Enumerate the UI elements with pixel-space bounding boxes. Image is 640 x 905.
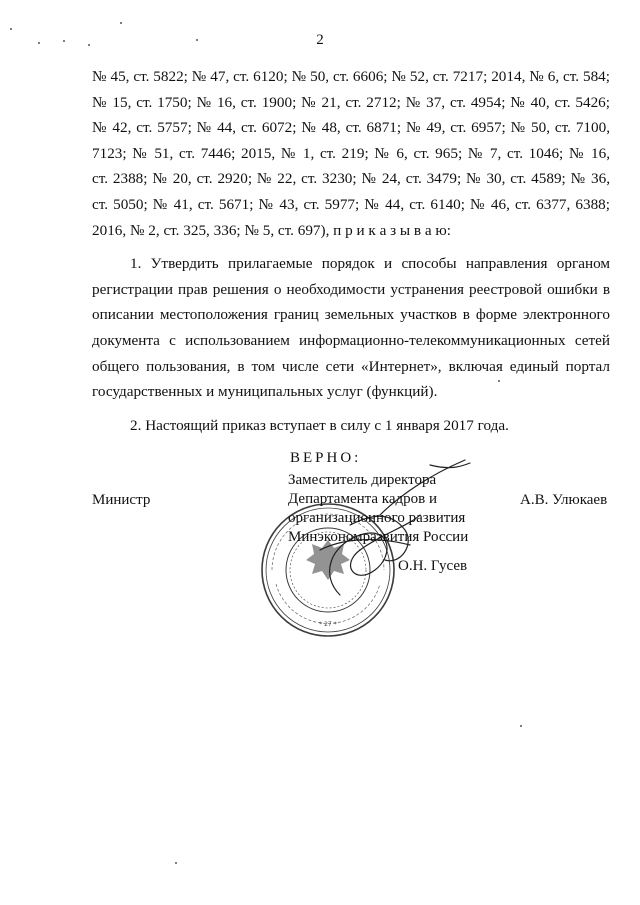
text-line: № 42, ст. 5757; № 44, ст. 6072; № 48, ст. 6871; № 49, ст. 6957; № 50, ст. 7100,	[92, 119, 610, 137]
verno-label: ВЕРНО:	[290, 450, 362, 466]
certifier-name: О.Н. Гусев	[398, 558, 468, 574]
text-line: ст. 2388; № 20, ст. 2920; № 22, ст. 3230; № 24, ст. 3479; № 30, ст. 4589; № 36,	[92, 170, 610, 188]
text-line: регистрации прав решения о необходимости устранения реестровой ошибки в	[92, 280, 610, 298]
certifier-line: организационного развития	[288, 510, 466, 526]
minister-name: А.В. Улюкаев	[520, 492, 608, 508]
certifier-line: Департамента кадров и	[288, 491, 437, 507]
certifier-line: Минэкономразвития России	[288, 529, 469, 545]
minister-title: Министр	[92, 492, 151, 508]
text-line: 1. Утвердить прилагаемые порядок и способы направления органом	[130, 255, 610, 273]
text-line: № 15, ст. 1750; № 16, ст. 1900; № 21, ст. 2712; № 37, ст. 4954; № 40, ст. 5426;	[92, 93, 610, 111]
text-line: государственных и муниципальных услуг (функций).	[92, 383, 438, 401]
document-body	[92, 64, 610, 438]
text-line: ст. 5050; № 41, ст. 5671; № 43, ст. 5977; № 44, ст. 6140; № 46, ст. 6377, 6388;	[92, 195, 610, 213]
text-line: 7123; № 51, ст. 7446; 2015, № 1, ст. 219; № 6, ст. 965; № 7, ст. 1046; № 16,	[92, 144, 610, 162]
text-line: документа с использованием информационно-телекоммуникационных сетей	[92, 331, 610, 349]
certifier-line: Заместитель директора	[288, 472, 437, 488]
item-1-paragraph	[92, 251, 610, 405]
page-number: 2	[316, 32, 324, 48]
text-line: № 45, ст. 5822; № 47, ст. 6120; № 50, ст. 6606; № 52, ст. 7217; 2014, № 6, ст. 584;	[92, 68, 610, 85]
item-2-paragraph	[92, 413, 610, 439]
text-line: 2. Настоящий приказ вступает в силу с 1 января 2017 года.	[130, 416, 509, 434]
text-line: описании местоположения границ земельных участков в форме электронного	[92, 306, 610, 324]
citation-paragraph	[92, 64, 610, 243]
text-line: общего пользования, в том числе сети «Интернет», включая единый портал	[92, 357, 610, 375]
svg-text:* 27 *: * 27 *	[319, 621, 337, 628]
text-line: 2016, № 2, ст. 325, 336; № 5, ст. 697), п р и к а з ы в а ю:	[92, 221, 452, 239]
